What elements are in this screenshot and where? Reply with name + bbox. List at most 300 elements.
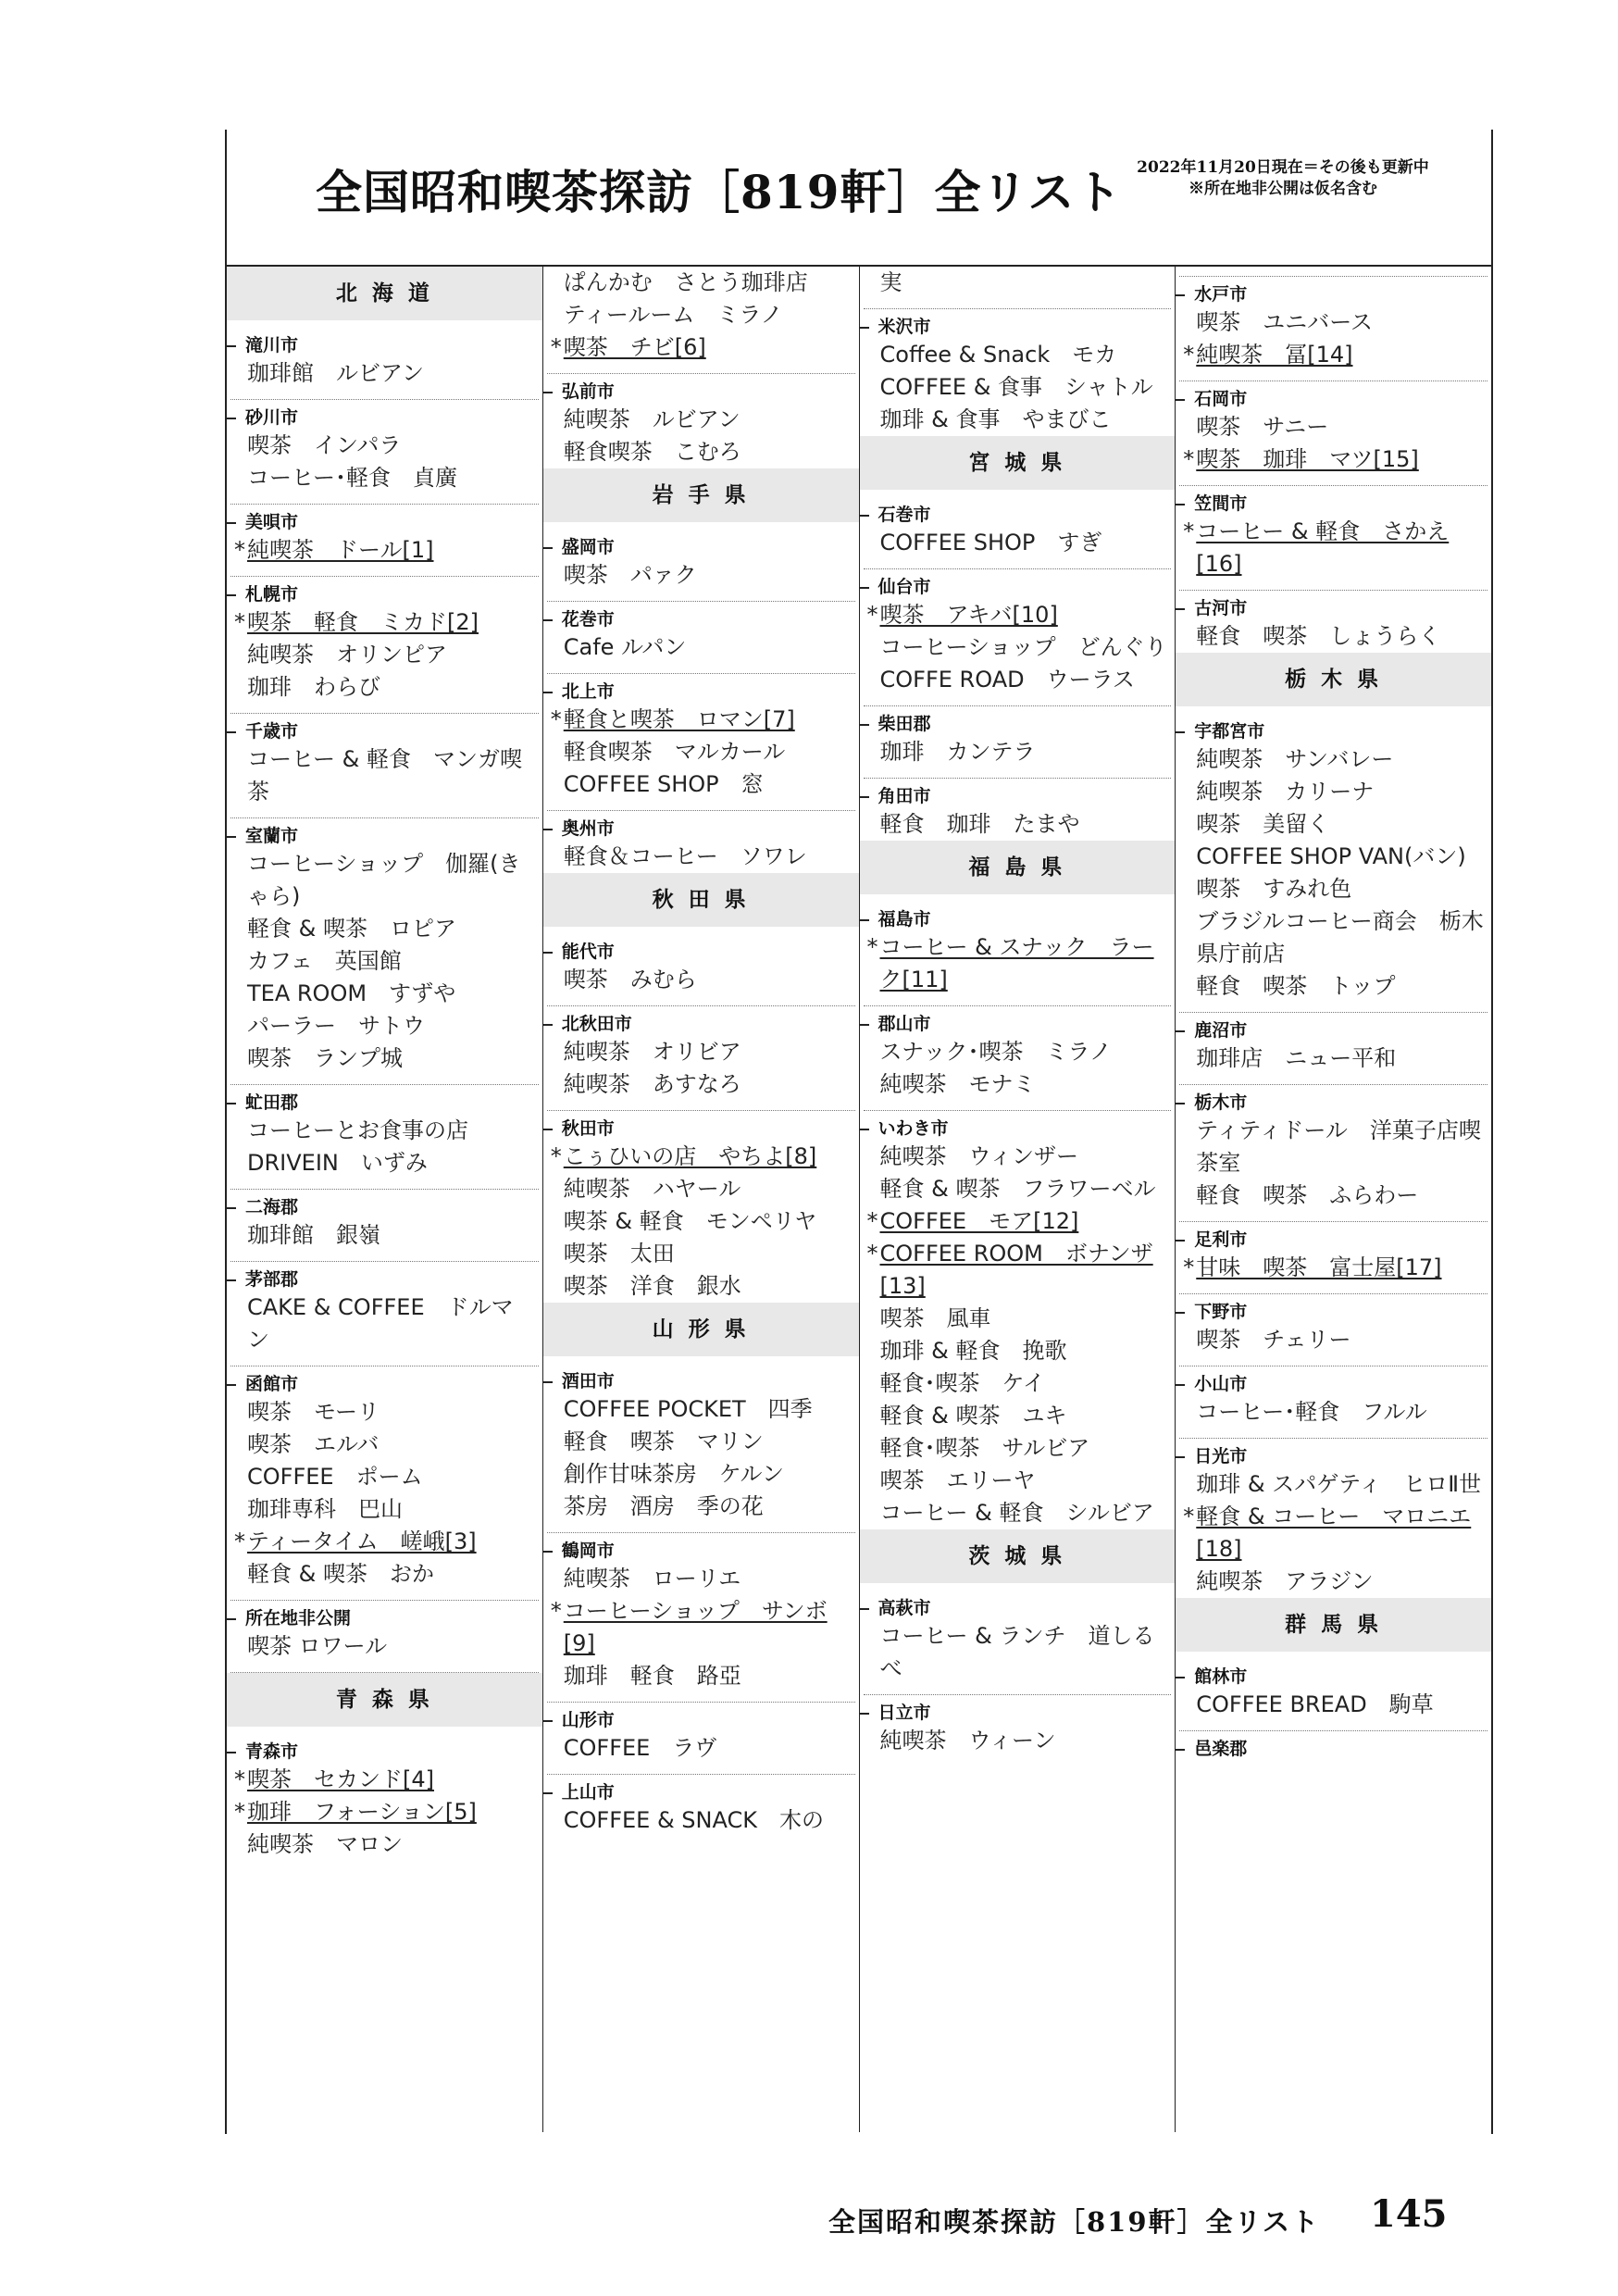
shop-entry: [227, 1010, 542, 1042]
dotted-divider: [1179, 1221, 1487, 1222]
shop-entry: [543, 299, 859, 331]
shop-name: 珈琲専科 巴山: [247, 1496, 403, 1522]
city-name: 所在地非公開: [227, 1606, 542, 1630]
shop-name: コーヒー & スナック ラーク[11]: [879, 934, 1154, 992]
spacer: [860, 1583, 1176, 1591]
shop-name: 珈琲 & スパゲティ ヒロⅡ世: [1196, 1471, 1482, 1497]
shop-entry: [860, 1238, 1176, 1303]
shop-name: 軽食 喫茶 しょうらく: [1196, 623, 1441, 649]
shop-name: 珈琲 わらび: [247, 674, 380, 700]
city-name: 茅部郡: [227, 1267, 542, 1292]
shop-entry: [860, 1303, 1176, 1335]
shop-name: 軽食喫茶 マルカール: [563, 739, 786, 765]
shop-name: コーヒー･軽食 貞廣: [247, 465, 458, 491]
shop-entry: [860, 1400, 1176, 1432]
shop-entry: [227, 1828, 542, 1861]
shop-name: 軽食･喫茶 サルビア: [879, 1435, 1090, 1461]
shop-name: 喫茶 & 軽食 モンペリヤ: [563, 1208, 817, 1234]
city-section: [1176, 282, 1491, 381]
shop-name: 珈琲 軽食 路亞: [563, 1663, 741, 1689]
shop-entry: [543, 736, 859, 768]
shop-name: コーヒー･軽食 フルル: [1196, 1399, 1427, 1425]
shop-entry: [227, 978, 542, 1010]
prefecture-heading: 茨 城 県: [860, 1529, 1176, 1583]
dotted-divider: [230, 1261, 539, 1262]
shop-entry: [543, 1173, 859, 1205]
shop-entry: [1176, 1115, 1491, 1179]
star-marker: *: [866, 1208, 878, 1234]
shop-entry: [227, 430, 542, 462]
shop-name: こぅひいの店 やちよ[8]: [563, 1143, 817, 1169]
shop-name: COFFEE ポーム: [247, 1464, 423, 1490]
shop-entry: [1176, 339, 1491, 371]
shop-name: COFFEE ラヴ: [563, 1735, 717, 1761]
city-section: [1176, 1228, 1491, 1294]
shop-name: 珈琲館 ルビアン: [247, 360, 425, 386]
shop-name: 喫茶 風車: [879, 1305, 991, 1331]
dotted-divider: [864, 705, 1172, 706]
city-name: 下野市: [1176, 1300, 1491, 1324]
shop-name: 珈琲 カンテラ: [879, 739, 1036, 765]
shop-entry: [227, 671, 542, 704]
columns: [227, 267, 1491, 2132]
spacer: [227, 320, 542, 328]
shop-name: 純喫茶 ハヤール: [563, 1176, 741, 1202]
shop-name: 純喫茶 ローリエ: [563, 1566, 741, 1591]
shop-name: ぱんかむ さとう珈琲店: [563, 269, 808, 295]
page-title: 全国昭和喫茶探訪［819軒］全リスト: [316, 165, 1123, 219]
shop-entry: [227, 1429, 542, 1461]
shop-name: 喫茶 みむら: [563, 967, 697, 992]
shop-name: ティータイム 嵯峨[3]: [247, 1529, 477, 1554]
shop-name: パーラー サトウ: [247, 1013, 425, 1039]
shop-entry: [227, 1461, 542, 1493]
shop-name: 喫茶 すみれ色: [1196, 876, 1352, 902]
shop-name: コーヒーショップ 伽羅(きゃら): [247, 851, 521, 909]
shop-entry: [543, 559, 859, 592]
city-name: 邑楽郡: [1176, 1737, 1491, 1761]
shop-entry: [860, 1620, 1176, 1685]
dotted-divider: [230, 504, 539, 505]
shop-name: 喫茶 インパラ: [247, 432, 402, 458]
city-section: [543, 940, 859, 1006]
shop-entry: [543, 1563, 859, 1595]
spacer: [543, 522, 859, 530]
shop-name: COFFEE BREAD 駒草: [1196, 1691, 1434, 1717]
city-name: 秋田市: [543, 1117, 859, 1141]
shop-entry: [227, 606, 542, 639]
city-section: [860, 1012, 1176, 1111]
city-section: [860, 907, 1176, 1006]
shop-entry: [1176, 776, 1491, 808]
city-name: 石巻市: [860, 503, 1176, 527]
city-section: [543, 680, 859, 811]
city-section: [860, 1596, 1176, 1695]
shop-entry: [1176, 873, 1491, 905]
shop-name: 喫茶 セカンド[4]: [247, 1766, 434, 1792]
city-name: 米沢市: [860, 315, 1176, 339]
shop-name: 軽食＆コーヒー ソワレ: [563, 843, 807, 869]
shop-entry: [227, 848, 542, 913]
city-name: 青森市: [227, 1740, 542, 1764]
shop-entry: [227, 1115, 542, 1179]
city-section: [1176, 1444, 1491, 1598]
city-name: 福島市: [860, 907, 1176, 931]
shop-entry: [1176, 443, 1491, 476]
city-section: [860, 315, 1176, 436]
shop-name: 軽食 喫茶 トップ: [1196, 973, 1396, 999]
city-section: [1176, 387, 1491, 486]
city-name: 盛岡市: [543, 535, 859, 559]
shop-name: 軽食 & 喫茶 フラワーベル: [879, 1176, 1156, 1202]
shop-entry: [227, 1764, 542, 1796]
city-name: 日光市: [1176, 1444, 1491, 1468]
city-section: [227, 510, 542, 577]
city-name: 高萩市: [860, 1596, 1176, 1620]
shop-entry: [1176, 905, 1491, 970]
city-section: [227, 406, 542, 505]
shop-name: 純喫茶 ルビアン: [563, 406, 741, 432]
shop-entry: [543, 1270, 859, 1303]
shop-entry: [1176, 808, 1491, 841]
column-4: [1175, 267, 1491, 2132]
dotted-divider: [547, 1110, 855, 1111]
city-name: 笠間市: [1176, 492, 1491, 516]
shop-name: 喫茶 チビ[6]: [563, 334, 706, 360]
shop-entry: [543, 1036, 859, 1068]
city-section: [543, 1780, 859, 1837]
shop-entry: [860, 1141, 1176, 1173]
star-marker: *: [234, 537, 245, 563]
star-marker: *: [234, 1799, 245, 1825]
shop-entry: [543, 704, 859, 736]
city-name: 仙台市: [860, 575, 1176, 599]
city-section: [1176, 719, 1491, 1013]
shop-name: コーヒーとお食事の店 DRIVEIN いずみ: [247, 1117, 469, 1176]
shop-name: 喫茶 ランプ城: [247, 1045, 403, 1071]
city-section: [543, 1708, 859, 1775]
shop-entry: [227, 1493, 542, 1526]
dotted-divider: [547, 601, 855, 602]
shop-entry: [1176, 1501, 1491, 1566]
shop-entry: [543, 1660, 859, 1692]
column-3: [859, 267, 1176, 2132]
spacer: [543, 927, 859, 934]
dotted-divider: [864, 308, 1172, 309]
prefecture-heading: 青 森 県: [227, 1673, 542, 1727]
shop-entry: [227, 534, 542, 567]
shop-entry: [1176, 970, 1491, 1003]
shop-name: Cafe ルパン: [563, 634, 687, 660]
city-name: 足利市: [1176, 1228, 1491, 1252]
shop-entry: [227, 1292, 542, 1356]
city-name: 砂川市: [227, 406, 542, 430]
shop-name: コーヒー & ランチ 道しるべ: [879, 1623, 1155, 1681]
prefecture-heading: 群 馬 県: [1176, 1598, 1491, 1652]
shop-name: CAKE & COFFEE ドルマン: [247, 1294, 514, 1353]
shop-entry: [860, 1367, 1176, 1400]
city-name: 花巻市: [543, 607, 859, 631]
star-marker: *: [1183, 446, 1195, 472]
dotted-divider: [547, 1532, 855, 1533]
city-name: 上山市: [543, 1780, 859, 1804]
city-section: [860, 1701, 1176, 1757]
city-name: 奥州市: [543, 817, 859, 841]
shop-entry: [1176, 743, 1491, 776]
city-section: [227, 1267, 542, 1366]
star-marker: *: [550, 706, 562, 732]
shop-name: 純喫茶 アラジン: [1196, 1568, 1374, 1594]
city-name: 石岡市: [1176, 387, 1491, 411]
dotted-divider: [1179, 1730, 1487, 1731]
shop-name: 純喫茶 あすなろ: [563, 1071, 741, 1097]
shop-name: 純喫茶 モナミ: [879, 1071, 1036, 1097]
shop-entry: [543, 1393, 859, 1426]
shop-name: COFFEE SHOP すぎ: [879, 530, 1102, 555]
shop-entry: [860, 1432, 1176, 1465]
prefecture-heading: 秋 田 県: [543, 873, 859, 927]
shop-name: 純喫茶 ウィンザー: [879, 1143, 1079, 1169]
city-name: 郡山市: [860, 1012, 1176, 1036]
city-name: 能代市: [543, 940, 859, 964]
city-name: 館林市: [1176, 1665, 1491, 1689]
column-2: [542, 267, 859, 2132]
city-section: [860, 575, 1176, 706]
shop-entry: [860, 808, 1176, 841]
shop-name: 喫茶 アキバ[10]: [879, 602, 1058, 628]
shop-entry: [860, 736, 1176, 768]
shop-entry: [543, 631, 859, 664]
prefecture-heading: 栃 木 県: [1176, 653, 1491, 706]
city-section: [543, 1117, 859, 1303]
shop-name: 純喫茶 ドール[1]: [247, 537, 434, 563]
shop-entry: [543, 768, 859, 801]
shop-name: 喫茶 ユニバース: [1196, 309, 1374, 335]
shop-entry: [227, 639, 542, 671]
shop-name: カフェ 英国館: [247, 948, 402, 974]
shop-name: 純喫茶 オリンピア: [247, 642, 447, 668]
shop-name: COFFEE POCKET 四季: [563, 1396, 813, 1422]
shop-name: TEA ROOM すずや: [247, 980, 456, 1006]
city-name: 角田市: [860, 784, 1176, 808]
shop-entry: [860, 1497, 1176, 1529]
city-section: [1176, 1018, 1491, 1085]
dotted-divider: [547, 673, 855, 674]
shop-name: 軽食･喫茶 ケイ: [879, 1370, 1045, 1396]
spacer: [543, 1356, 859, 1364]
city-section: [1176, 1372, 1491, 1439]
shop-name: COFFE ROAD ウーラス: [879, 667, 1135, 693]
city-section: [227, 1195, 542, 1262]
dotted-divider: [230, 1600, 539, 1601]
shop-entry: [860, 339, 1176, 371]
star-marker: *: [234, 1766, 245, 1792]
shop-entry: [543, 1238, 859, 1270]
city-section: [543, 817, 859, 873]
shop-name: コーヒーショップ どんぐり: [879, 634, 1167, 660]
shop-entry: [860, 404, 1176, 436]
dotted-divider: [864, 1005, 1172, 1006]
prefecture-heading: 岩 手 県: [543, 468, 859, 522]
dotted-divider: [1179, 1012, 1487, 1013]
city-name: 函館市: [227, 1372, 542, 1396]
shop-name: 喫茶 美留く: [1196, 811, 1330, 837]
prefecture-heading: 山 形 県: [543, 1303, 859, 1356]
dotted-divider: [1179, 590, 1487, 591]
header: [227, 130, 1491, 267]
shop-entry: [860, 1465, 1176, 1497]
shop-entry: [543, 436, 859, 468]
dotted-divider: [864, 778, 1172, 779]
shop-entry: [1176, 411, 1491, 443]
star-marker: *: [1183, 1504, 1195, 1529]
shop-name: 純喫茶 マロン: [247, 1831, 403, 1857]
shop-name: COFFEE モア[12]: [879, 1208, 1079, 1234]
city-name: 二海郡: [227, 1195, 542, 1219]
shop-name: 純喫茶 カリーナ: [1196, 779, 1375, 805]
shop-entry: [543, 1141, 859, 1173]
shop-name: 軽食 & 喫茶 おか: [247, 1561, 434, 1587]
shop-name: 純喫茶 冨[14]: [1196, 342, 1353, 368]
update-note: [1121, 157, 1445, 200]
dotted-divider: [547, 373, 855, 374]
dotted-divider: [547, 1774, 855, 1775]
shop-entry: [543, 1068, 859, 1101]
shop-entry: [1176, 1396, 1491, 1429]
shop-name: ブラジルコーヒー商会 栃木県庁前店: [1196, 908, 1484, 967]
city-section: [227, 582, 542, 714]
dotted-divider: [1179, 485, 1487, 486]
shop-entry: [543, 1458, 859, 1491]
star-marker: *: [234, 1529, 245, 1554]
city-name: 千歳市: [227, 719, 542, 743]
page-number: 145: [1370, 2192, 1448, 2236]
city-name: 酒田市: [543, 1369, 859, 1393]
shop-entry: [860, 1725, 1176, 1757]
shop-name: 軽食 & コーヒー マロニエ[18]: [1196, 1504, 1472, 1562]
city-section: [543, 380, 859, 468]
shop-entry: [227, 462, 542, 494]
shop-entry: [543, 1732, 859, 1765]
city-section: [1176, 1665, 1491, 1731]
star-marker: *: [1183, 518, 1195, 544]
shop-name: 喫茶 チェリー: [1196, 1327, 1351, 1353]
city-section: [860, 503, 1176, 569]
city-section: [1176, 1091, 1491, 1222]
dotted-divider: [547, 810, 855, 811]
city-section: [227, 719, 542, 818]
city-name: 美唄市: [227, 510, 542, 534]
shop-entry: [227, 1796, 542, 1828]
shop-entry: [860, 1335, 1176, 1367]
shop-name: コーヒーショップ サンボ[9]: [563, 1598, 828, 1656]
star-marker: *: [1183, 1254, 1195, 1280]
shop-name: 純喫茶 オリビア: [563, 1039, 741, 1065]
shop-entry: [860, 267, 1176, 299]
city-section: [860, 784, 1176, 841]
city-name: 水戸市: [1176, 282, 1491, 306]
dotted-divider: [864, 1694, 1172, 1695]
shop-name: 茶房 酒房 季の花: [563, 1493, 764, 1519]
shop-entry: [1176, 1252, 1491, 1284]
shop-entry: [227, 1042, 542, 1075]
shop-entry: [860, 599, 1176, 631]
city-name: 栃木市: [1176, 1091, 1491, 1115]
shop-entry: [543, 331, 859, 364]
star-marker: *: [550, 1143, 562, 1169]
shop-entry: [1176, 1179, 1491, 1212]
shop-name: COFFEE SHOP 窓: [563, 771, 764, 797]
dotted-divider: [1179, 1084, 1487, 1085]
star-marker: *: [866, 934, 878, 960]
shop-entry: [860, 1173, 1176, 1205]
shop-entry: [1176, 516, 1491, 580]
shop-name: ティティドール 洋菓子店喫茶室: [1196, 1117, 1481, 1176]
shop-name: 軽食と喫茶 ロマン[7]: [563, 706, 795, 732]
shop-entry: [543, 404, 859, 436]
shop-entry: [543, 1426, 859, 1458]
shop-entry: [543, 1205, 859, 1238]
city-name: いわき市: [860, 1117, 1176, 1141]
shop-entry: [227, 945, 542, 978]
star-marker: *: [550, 334, 562, 360]
update-note-line: 2022年11月20日現在＝その後も更新中: [1137, 158, 1429, 177]
shop-entry: [227, 743, 542, 808]
shop-entry: [860, 631, 1176, 664]
shop-entry: [1176, 620, 1491, 653]
footer-title: 全国昭和喫茶探訪［819軒］全リスト: [828, 2206, 1320, 2238]
shop-name: コーヒー & 軽食 シルビア: [879, 1500, 1154, 1526]
spacer: [860, 490, 1176, 497]
spacer: [860, 894, 1176, 902]
city-section: [1176, 276, 1491, 277]
city-section: [1176, 1737, 1491, 1761]
city-section: [860, 712, 1176, 779]
city-section: [860, 1117, 1176, 1529]
shop-name: COFFEE ROOM ボナンザ[13]: [879, 1241, 1153, 1299]
shop-name: 喫茶 サニー: [1196, 414, 1329, 440]
city-section: [227, 1372, 542, 1601]
shop-name: 実: [879, 269, 902, 295]
dotted-divider: [1179, 1293, 1487, 1294]
shop-name: 軽食 & 喫茶 ロピア: [247, 916, 456, 942]
star-marker: *: [866, 1241, 878, 1267]
shop-entry: [543, 1491, 859, 1523]
shop-name: 喫茶 エルバ: [247, 1431, 380, 1457]
star-marker: *: [234, 609, 245, 635]
shop-name: 喫茶 エリーヤ: [879, 1467, 1036, 1493]
city-section: [543, 607, 859, 674]
shop-name: 珈琲 フォーション[5]: [247, 1799, 477, 1825]
shop-name: コーヒー & 軽食 マンガ喫茶: [247, 746, 523, 805]
shop-name: 純喫茶 サンバレー: [1196, 746, 1394, 772]
shop-entry: [1176, 1042, 1491, 1075]
city-section: [227, 1606, 542, 1673]
shop-entry: [860, 1068, 1176, 1101]
shop-entry: [543, 1804, 859, 1837]
star-marker: *: [550, 1598, 562, 1624]
shop-entry: [860, 1205, 1176, 1238]
city-section: [227, 333, 542, 400]
shop-entry: [227, 1630, 542, 1663]
shop-name: 軽食 珈琲 たまや: [879, 811, 1080, 837]
prefecture-heading: 福 島 県: [860, 841, 1176, 894]
dotted-divider: [1179, 276, 1487, 277]
city-section: [543, 1369, 859, 1533]
column-1: [227, 267, 542, 2132]
shop-name: COFFEE & SNACK 木の: [563, 1807, 824, 1833]
shop-name: 軽食 & 喫茶 ユキ: [879, 1403, 1067, 1429]
